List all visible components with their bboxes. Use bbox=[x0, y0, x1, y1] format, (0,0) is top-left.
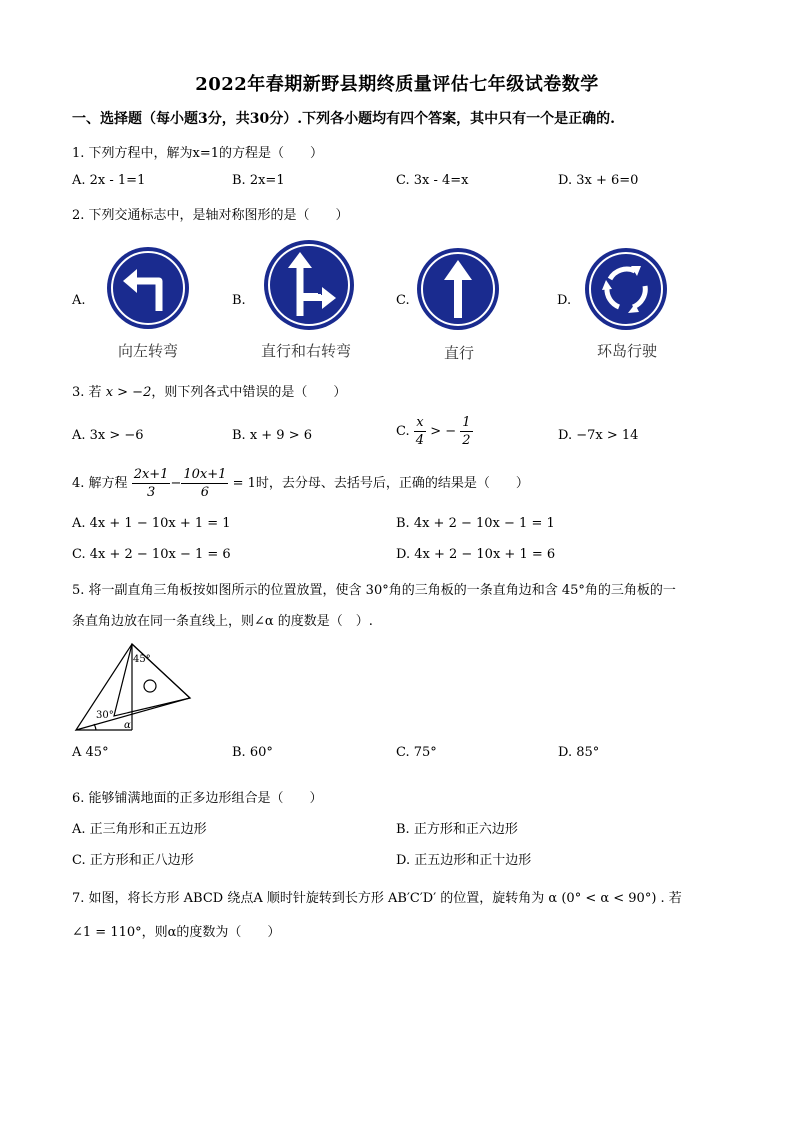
q2-option-b-label: B. bbox=[232, 293, 246, 308]
sign-caption-d: 环岛行驶 bbox=[597, 342, 658, 360]
question-2-stem: 2. 下列交通标志中，是轴对称图形的是（ ） bbox=[72, 208, 349, 223]
q4-minus: − bbox=[170, 476, 182, 491]
q6-option-d: D. 正五边形和正十边形 bbox=[396, 853, 532, 868]
sign-caption-b: 直行和右转弯 bbox=[261, 342, 352, 360]
q4-fraction-2: $\frac{10x+1}{6}$ bbox=[183, 467, 227, 500]
q2-option-a-label: A. bbox=[72, 293, 86, 308]
q3-option-c bbox=[396, 416, 473, 447]
q4-fraction-1: $\frac{2x+1}{3}$ bbox=[133, 467, 169, 500]
q3-c-fraction-2: $\frac{1}{2}$ bbox=[462, 415, 471, 448]
section-heading: 一、选择题（每小题3分，共30分）.下列各小题均有四个答案，其中只有一个是正确的. bbox=[72, 111, 615, 127]
q5-option-a: A 45° bbox=[72, 745, 109, 760]
turn-left-sign-icon bbox=[105, 245, 191, 331]
q3-stem-math: x > −2 bbox=[105, 385, 152, 400]
question-5-line-1: 5. 将一副直角三角板按如图所示的位置放置，使含 30°角的三角板的一条直角边和含 45°角的三角板的一 bbox=[72, 583, 676, 598]
q3-c-mid: > − bbox=[430, 424, 457, 439]
q2-option-c-label: C. bbox=[396, 293, 410, 308]
fig-label-30: 30° bbox=[96, 710, 114, 721]
question-1-stem: 1. 下列方程中，解为x=1的方程是（ ） bbox=[72, 146, 324, 161]
q4-stem-post: 时，去分母、去括号后，正确的结果是（ ） bbox=[255, 476, 529, 491]
q5-option-b: B. 60° bbox=[232, 745, 273, 760]
question-4-stem bbox=[72, 468, 529, 499]
q3-stem-pre: 3. 若 bbox=[72, 385, 102, 400]
q4-eq: = 1 bbox=[232, 476, 256, 491]
q2-option-d-label: D. bbox=[557, 293, 572, 308]
question-5-line-2: 条直角边放在同一条直线上，则∠α 的度数是（ ）. bbox=[72, 614, 373, 629]
q1-option-d: D. 3x + 6=0 bbox=[558, 173, 639, 188]
q6-option-c: C. 正方形和正八边形 bbox=[72, 853, 194, 868]
q4-stem-pre: 4. 解方程 bbox=[72, 476, 128, 491]
triangle-figure bbox=[72, 640, 196, 736]
roundabout-sign-icon bbox=[583, 246, 669, 332]
q5-option-c: C. 75° bbox=[396, 745, 437, 760]
straight-ahead-sign-icon bbox=[415, 246, 501, 332]
sign-caption-a: 向左转弯 bbox=[118, 342, 179, 360]
fig-label-alpha: α bbox=[124, 720, 131, 731]
page-title: 2022年春期新野县期终质量评估七年级试卷数学 bbox=[195, 74, 599, 95]
q1-option-c: C. 3x - 4=x bbox=[396, 173, 469, 188]
q1-option-b: B. 2x=1 bbox=[232, 173, 285, 188]
q3-option-c-label: C. bbox=[396, 424, 410, 439]
q4-option-a: A. 4x + 1 − 10x + 1 = 1 bbox=[72, 516, 231, 531]
question-6-stem: 6. 能够铺满地面的正多边形组合是（ ） bbox=[72, 791, 323, 806]
q6-option-b: B. 正方形和正六边形 bbox=[396, 822, 518, 837]
straight-right-sign-icon bbox=[262, 238, 356, 332]
q4-option-b: B. 4x + 2 − 10x − 1 = 1 bbox=[396, 516, 555, 531]
q6-option-a: A. 正三角形和正五边形 bbox=[72, 822, 207, 837]
q5-option-d: D. 85° bbox=[558, 745, 600, 760]
q3-option-b: B. x + 9 > 6 bbox=[232, 428, 313, 443]
q4-option-c: C. 4x + 2 − 10x − 1 = 6 bbox=[72, 547, 231, 562]
q3-option-d: D. −7x > 14 bbox=[558, 428, 639, 443]
question-7-line-2: ∠1 = 110°，则α的度数为（ ） bbox=[72, 925, 281, 940]
q4-option-d: D. 4x + 2 − 10x + 1 = 6 bbox=[396, 547, 556, 562]
q3-stem-post: ，则下列各式中错误的是（ ） bbox=[151, 385, 347, 400]
q3-option-a: A. 3x > −6 bbox=[72, 428, 144, 443]
question-7-line-1: 7. 如图，将长方形 ABCD 绕点A 顺时针旋转到长方形 AB′C′D′ 的位置，旋转角为 α (0° < α < 90°) . 若 bbox=[72, 891, 682, 906]
q3-c-fraction-1: $\frac{x}{4}$ bbox=[415, 415, 425, 448]
sign-caption-c: 直行 bbox=[444, 344, 475, 362]
q1-option-a: A. 2x - 1=1 bbox=[72, 173, 146, 188]
question-3-stem bbox=[72, 381, 346, 400]
fig-label-45: 45° bbox=[133, 654, 151, 665]
